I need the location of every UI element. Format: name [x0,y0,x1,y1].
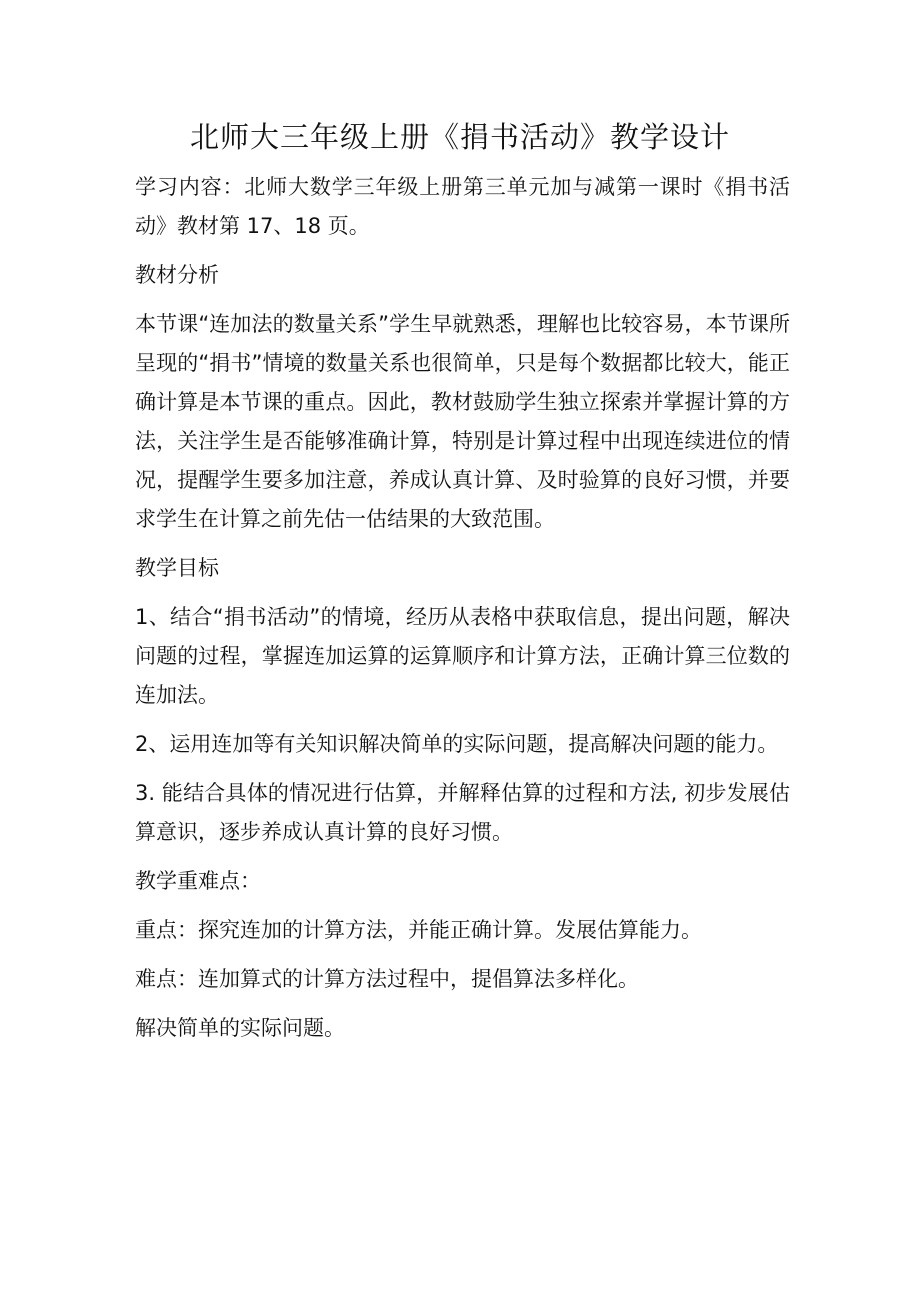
objective-3-paragraph: 3. 能结合具体的情况进行估算，并解释估算的过程和方法, 初步发展估算意识，逐步养成认真计算的良好习惯。 [135,781,790,844]
key-point-paragraph: 重点：探究连加的计算方法，并能正确计算。发展估算能力。 [135,918,702,942]
document-body [135,168,790,1058]
analysis-heading: 教材分析 [135,263,219,287]
analysis-paragraph: 本节课“连加法的数量关系”学生早就熟悉，理解也比较容易，本节课所呈现的“捐书”情境的数量关系也很简单，只是每个数据都比较大，能正确计算是本节课的重点。因此，教材鼓励学生独立探索并掌握计算的方法，关注学生是否能够准确计算，特别是计算过程中出现连续进位的情况，提醒学生要多加注意，养成认真计算、及时验算的良好习惯，并要求学生在计算之前先估一估结果的大致范围。 [135,312,790,531]
document-title: 北师大三年级上册《捐书活动》教学设计 [189,120,730,154]
closing-paragraph: 解决简单的实际问题。 [135,1016,345,1040]
objective-1-paragraph: 1、结合“捐书活动”的情境，经历从表格中获取信息，提出问题，解决问题的过程，掌握连加运算的运算顺序和计算方法，正确计算三位数的连加法。 [135,605,790,707]
difficult-point-paragraph: 难点：连加算式的计算方法过程中，提倡算法多样化。 [135,967,639,991]
learning-content-paragraph: 学习内容：北师大数学三年级上册第三单元加与减第一课时《捐书活动》教材第 17、18 页。 [135,175,790,238]
objectives-heading: 教学目标 [135,556,219,580]
key-points-heading: 教学重难点： [135,869,261,893]
objective-2-paragraph: 2、运用连加等有关知识解决简单的实际问题，提高解决问题的能力。 [135,732,779,756]
